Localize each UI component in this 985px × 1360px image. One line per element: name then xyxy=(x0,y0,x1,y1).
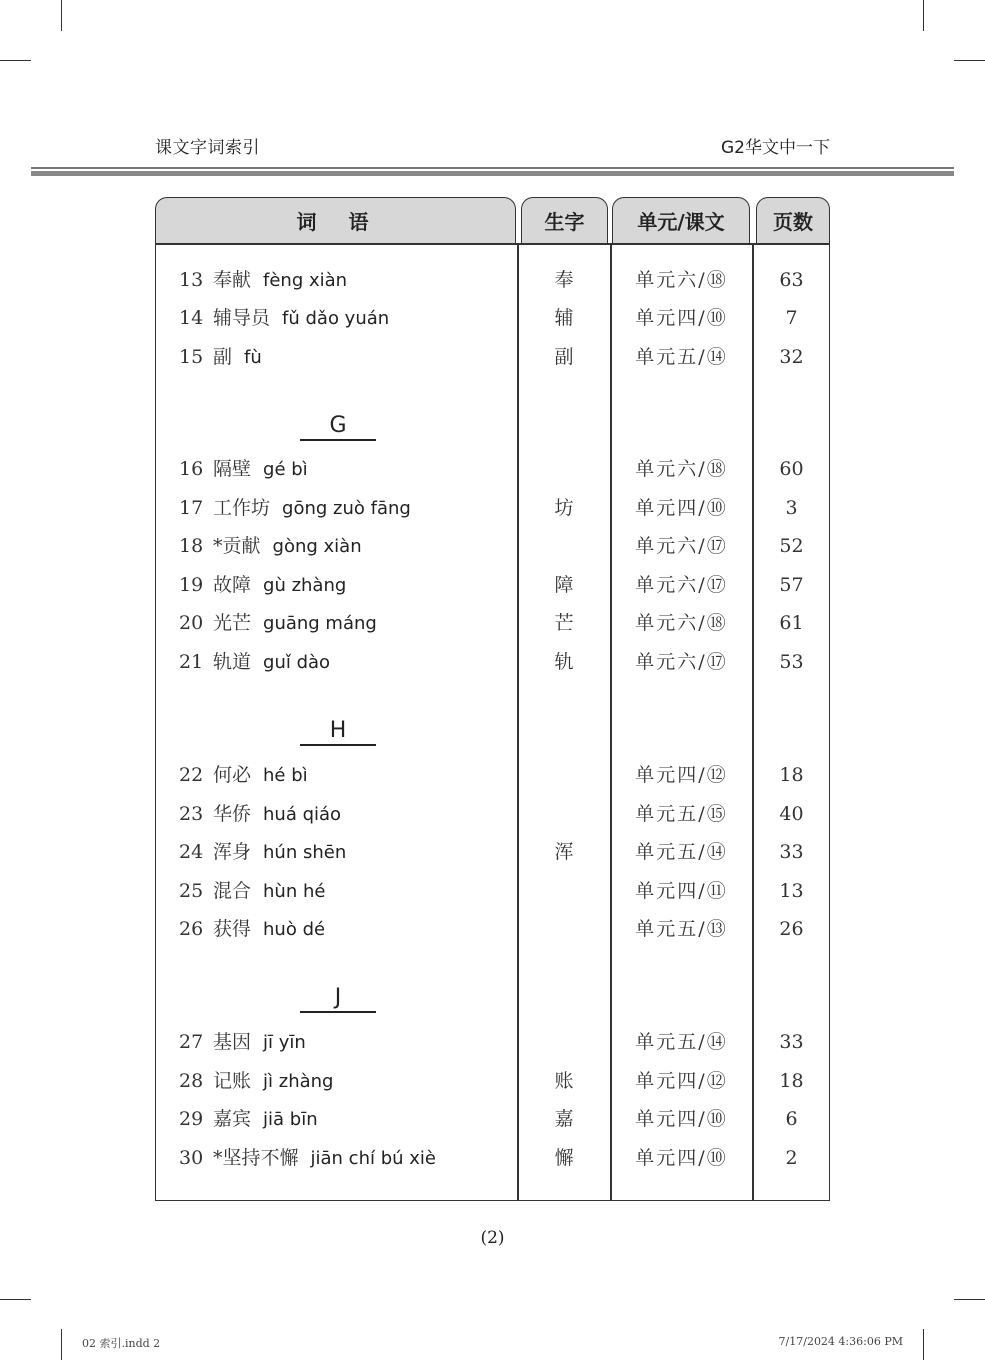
word: 故障 xyxy=(213,574,252,596)
column-header-word: 词 语 xyxy=(155,197,516,243)
word: 隔壁 xyxy=(213,458,252,480)
pinyin: fèng xiàn xyxy=(263,270,348,291)
word: 光芒 xyxy=(213,612,252,634)
crop-mark xyxy=(0,60,31,61)
table-row: 27 基因 jī yīn 单元五/⑭ 33 xyxy=(179,1031,804,1053)
table-row: 22 何必 hé bì 单元四/⑫ 18 xyxy=(179,764,804,786)
table-row: 15 副 fù 副 单元五/⑭ 32 xyxy=(179,346,804,368)
word: 轨道 xyxy=(213,651,252,673)
word: 何必 xyxy=(213,764,252,786)
pinyin: gé bì xyxy=(263,459,308,480)
pinyin: hùn hé xyxy=(263,881,326,902)
crop-mark xyxy=(61,0,62,31)
word: 华侨 xyxy=(213,803,252,825)
table-row: 23 华侨 huá qiáo 单元五/⑮ 40 xyxy=(179,803,804,825)
section-letter-h: H xyxy=(300,718,376,746)
pinyin: hé bì xyxy=(263,765,308,786)
table-row: 29 嘉宾 jiā bīn 嘉 单元四/⑩ 6 xyxy=(179,1108,798,1130)
pinyin: huò dé xyxy=(263,919,326,940)
table-row: 16 隔壁 gé bì 单元六/⑱ 60 xyxy=(179,458,804,480)
pinyin: hún shēn xyxy=(263,842,347,863)
crop-mark xyxy=(954,60,985,61)
print-timestamp: 7/17/2024 4:36:06 PM xyxy=(778,1335,903,1348)
running-header-book: G2华文中一下 xyxy=(721,138,830,158)
header-rule-thick xyxy=(31,171,954,176)
pinyin: jì zhàng xyxy=(263,1071,334,1092)
page-number: (2) xyxy=(480,1228,505,1248)
pinyin: guāng máng xyxy=(263,613,377,634)
table-row: 17 工作坊 gōng zuò fāng 坊 单元四/⑩ 3 xyxy=(179,497,798,519)
pinyin: jiā bīn xyxy=(263,1109,318,1130)
word: 副 xyxy=(213,346,233,368)
table-row: 25 混合 hùn hé 单元四/⑪ 13 xyxy=(179,880,804,902)
crop-mark xyxy=(61,1329,62,1360)
word: *坚持不懈 xyxy=(213,1147,299,1169)
crop-mark xyxy=(0,1299,31,1300)
crop-mark xyxy=(954,1299,985,1300)
pinyin: fǔ dǎo yuán xyxy=(282,308,390,329)
table-row: 28 记账 jì zhàng 账 单元四/⑫ 18 xyxy=(179,1070,804,1092)
table-row: 30 *坚持不懈 jiān chí bú xiè 懈 单元四/⑩ 2 xyxy=(179,1147,798,1169)
table-row: 20 光芒 guāng máng 芒 单元六/⑱ 61 xyxy=(179,612,804,634)
pinyin: jiān chí bú xiè xyxy=(310,1148,436,1169)
column-header-page: 页数 xyxy=(756,197,830,243)
file-slug: 02 索引.indd 2 xyxy=(82,1337,161,1350)
word: 奉献 xyxy=(213,269,252,291)
section-letter-g: G xyxy=(300,413,376,441)
column-header-unit-lesson: 单元/课文 xyxy=(612,197,750,243)
pinyin: gōng zuò fāng xyxy=(282,498,411,519)
pinyin: huá qiáo xyxy=(263,804,342,825)
pinyin: guǐ dào xyxy=(263,652,331,673)
word: 获得 xyxy=(213,918,252,940)
table-row: 14 辅导员 fǔ dǎo yuán 辅 单元四/⑩ 7 xyxy=(179,307,798,329)
table-row: 13 奉献 fèng xiàn 奉 单元六/⑱ 63 xyxy=(179,269,804,291)
word: 工作坊 xyxy=(213,497,271,519)
word: 记账 xyxy=(213,1070,252,1092)
word: 辅导员 xyxy=(213,307,271,329)
pinyin: gù zhàng xyxy=(263,575,347,596)
word: *贡献 xyxy=(213,535,261,557)
running-header-title: 课文字词索引 xyxy=(155,138,260,158)
table-row: 18 *贡献 gòng xiàn 单元六/⑰ 52 xyxy=(179,535,804,557)
pinyin: gòng xiàn xyxy=(272,536,362,557)
header-rule-thin xyxy=(31,167,954,169)
crop-mark xyxy=(923,0,924,31)
pinyin: jī yīn xyxy=(263,1032,306,1053)
table-row: 24 浑身 hún shēn 浑 单元五/⑭ 33 xyxy=(179,841,804,863)
column-header-character: 生字 xyxy=(521,197,608,243)
table-row: 19 故障 gù zhàng 障 单元六/⑰ 57 xyxy=(179,574,804,596)
section-letter-j: J xyxy=(300,985,376,1013)
word: 浑身 xyxy=(213,841,252,863)
table-row: 21 轨道 guǐ dào 轨 单元六/⑰ 53 xyxy=(179,651,804,673)
pinyin: fù xyxy=(244,347,262,368)
word: 嘉宾 xyxy=(213,1108,252,1130)
table-row: 26 获得 huò dé 单元五/⑬ 26 xyxy=(179,918,804,940)
word: 基因 xyxy=(213,1031,252,1053)
word: 混合 xyxy=(213,880,252,902)
crop-mark xyxy=(923,1329,924,1360)
